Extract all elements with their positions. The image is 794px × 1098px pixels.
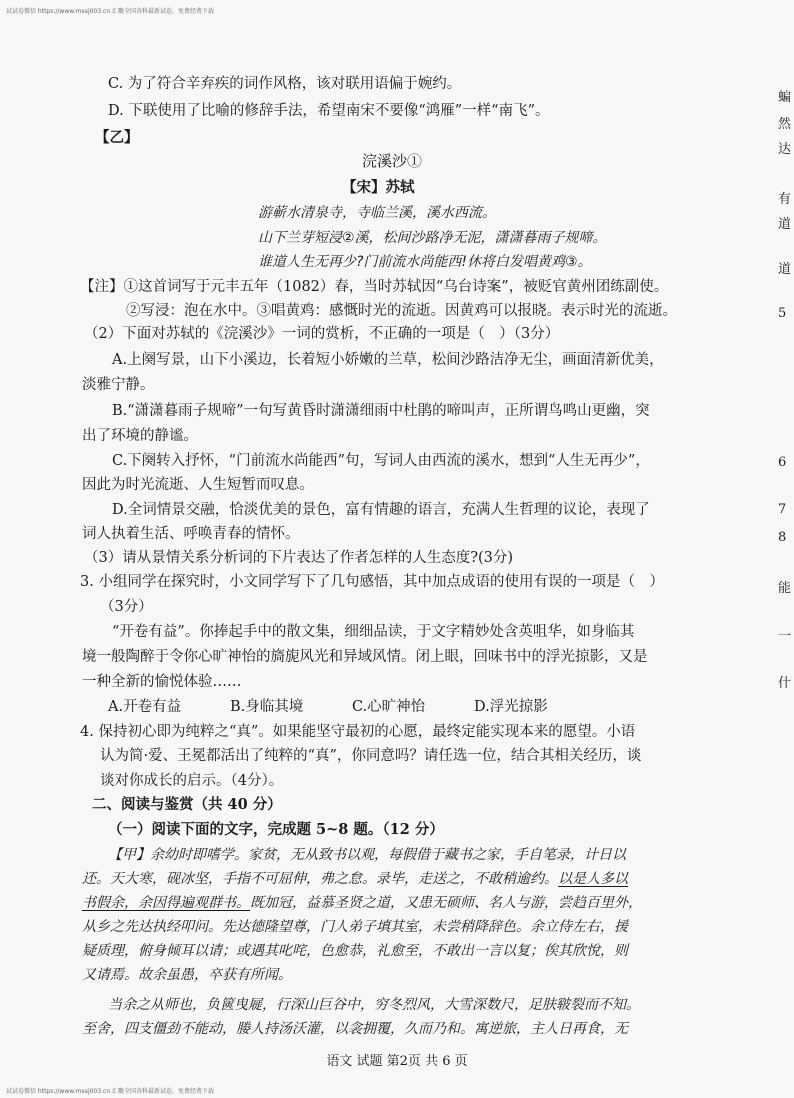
question-3-sub: （3）请从景情关系分析词的下片表达了作者怎样的人生态度?(3分) [84, 550, 514, 566]
jia-text-8: 至舍，四支僵劲不能动，媵人持汤沃灌，以衾拥覆，久而乃和。寓逆旅，主人日再食，无 [82, 1021, 628, 1037]
q3-option-c: C.心旷神怡 [352, 699, 426, 715]
jia-underlined-2: 书假余，余因得遍观群书。 [82, 895, 250, 911]
q3-option-a: A.开卷有益 [108, 699, 182, 715]
poem-line-1: 山下兰芽短浸②溪，松间沙路净无泥，潇潇暮雨子规啼。 [258, 230, 607, 246]
q3-passage-2: 境一般陶醉于令你心旷神怡的旖旎风光和异域风情。闭上眼，回味书中的浮光掠影，又是 [82, 649, 648, 665]
jia-text-4: 从乡之先达执经叩问。先达德隆望尊，门人弟子填其室，未尝稍降辞色。余立侍左右，援 [82, 919, 628, 935]
section-yi-label: 【乙】 [95, 129, 139, 146]
q2-option-d-cont: 词人执着生活、呼唤青春的情怀。 [82, 526, 300, 542]
margin-char-10: 8 [778, 530, 787, 545]
page-footer: 语文 试题 第2页 共 6 页 [326, 1054, 468, 1069]
margin-char-13: 什 [778, 676, 792, 691]
q3-passage-1: “开卷有益”。你捧起手中的散文集，细细品读，于文字精妙处含英咀华，如身临其 [112, 624, 635, 640]
q2-option-b-cont: 出了环境的静谧。 [82, 428, 198, 444]
q3-option-b: B.身临其境 [230, 699, 304, 715]
option-d-line: D. 下联使用了比喻的修辞手法，希望南宋不要像“鸿雁”一样“南飞”。 [108, 103, 550, 119]
header-watermark: 试试卷微信 https://www.mxsj003.cn 汇聚全国各科最新试卷，免费经费下载 [6, 8, 215, 15]
jia-text-3-plain: 既加冠，益慕圣贤之道，又患无硕师、名人与游，尝趋百里外， [250, 895, 642, 911]
poem-preface: 游蕲水清泉寺，寺临兰溪，溪水西流。 [258, 205, 496, 221]
margin-char-8: 6 [778, 455, 787, 470]
jia-text-1: 【甲】余幼时即嗜学。家贫，无从致书以观，每假借于藏书之家，手自笔录，计日以 [108, 847, 626, 863]
q2-option-a-cont: 淡雅宁静。 [82, 377, 155, 393]
margin-char-9: 7 [778, 502, 787, 517]
q2-option-c-cont: 因此为时光流逝、人生短暂而叹息。 [82, 477, 314, 493]
margin-char-12: 一 [778, 629, 792, 644]
reading-1-heading: （一）阅读下面的文字，完成题 5~8 题。（12 分） [108, 821, 444, 838]
poem-line-2: 谁道人生无再少?门前流水尚能西!休将白发唱黄鸡③。 [258, 254, 592, 270]
q3-option-d: D.浮光掠影 [474, 699, 548, 715]
q2-option-d: D.全词情景交融，恰淡优美的景色，富有情趣的语言，充满人生哲理的议论，表现了 [112, 502, 650, 518]
margin-char-11: 能 [778, 581, 792, 596]
margin-char-7: 5 [778, 306, 787, 321]
q3-passage-3: 一种全新的愉悦体验…… [82, 674, 242, 690]
margin-char-3: 达 [778, 142, 792, 157]
q2-option-c: C.下阕转入抒怀，“门前流水尚能西”句，写词人由西流的溪水，想到“人生无再少”， [112, 453, 650, 469]
question-4: 4. 保持初心即为纯粹之“真”。如果能坚守最初的心愿，最终定能实现本来的愿望。小语 [80, 724, 636, 740]
note-2: ②写浸：泡在水中。③唱黄鸡：感慨时光的流逝。因黄鸡可以报晓。表示时光的流逝。 [126, 303, 677, 319]
margin-char-6: 道 [778, 262, 792, 277]
jia-text-2 [82, 869, 628, 889]
margin-char-4: 有 [778, 192, 792, 207]
note-1: 【注】①这首词写于元丰五年（1082）春，当时苏轼因“乌台诗案”，被贬官黄州团练副使。 [80, 279, 669, 295]
option-c-line: C. 为了符合辛弃疾的词作风格，该对联用语偏于婉约。 [108, 76, 462, 92]
jia-text-5: 疑质理，俯身倾耳以请；或遇其叱咤，色愈恭，礼愈至，不敢出一言以复；俟其欣悅，则 [82, 943, 628, 959]
question-3: 3. 小组同学在探究时，小文同学写下了几句感悟，其中加点成语的使用有误的一项是（ ） [80, 574, 664, 590]
jia-text-2-plain: 还。天大寒，砚冰坚，手指不可屈伸，弗之怠。录毕，走送之，不敢稍逾约。 [82, 871, 558, 887]
q2-option-a: A.上阕写景，山下小溪边，长着短小娇嫩的兰草，松间沙路洁净无尘，画面清新优美， [112, 352, 664, 368]
jia-underlined-1: 以是人多以 [558, 871, 628, 887]
question-4-cont-1: 认为简·爱、王冕都活出了纯粹的“真”，你同意吗？请任选一位，结合其相关经历，谈 [100, 748, 642, 764]
question-4-cont-2: 谈对你成长的启示。（4分）。 [100, 773, 284, 789]
poem-title: 浣溪沙① [362, 152, 423, 170]
section-2-heading: 二、阅读与鉴赏（共 40 分） [92, 796, 282, 813]
margin-char-2: 然 [778, 117, 792, 132]
poem-author: 【宋】苏轼 [342, 179, 415, 196]
footer-watermark: 试试卷微信 https://www.mxsj003.cn 汇聚全国各科最新试卷，免费经费下载 [6, 1088, 215, 1095]
jia-text-6: 又请焉。故余虽愚，卒获有所闻。 [82, 967, 292, 983]
margin-char-5: 道 [778, 217, 792, 232]
question-2: （2）下面对苏轼的《浣溪沙》一词的赏析，不正确的一项是（ ）（3分） [84, 326, 560, 342]
q2-option-b: B.“潇潇暮雨子规啼”一句写黄昏时潇潇细雨中杜鹃的啼叫声，正所谓鸟鸣山更幽，突 [112, 403, 650, 419]
jia-text-7: 当余之从师也，负篋曳屣，行深山巨谷中，穷冬烈风，大雪深数尺，足肤皲裂而不知。 [108, 997, 640, 1013]
jia-text-3 [82, 893, 642, 913]
margin-char-1: 蝙 [778, 90, 792, 105]
question-3-score: （3分） [100, 599, 153, 615]
q3-options [108, 697, 596, 717]
